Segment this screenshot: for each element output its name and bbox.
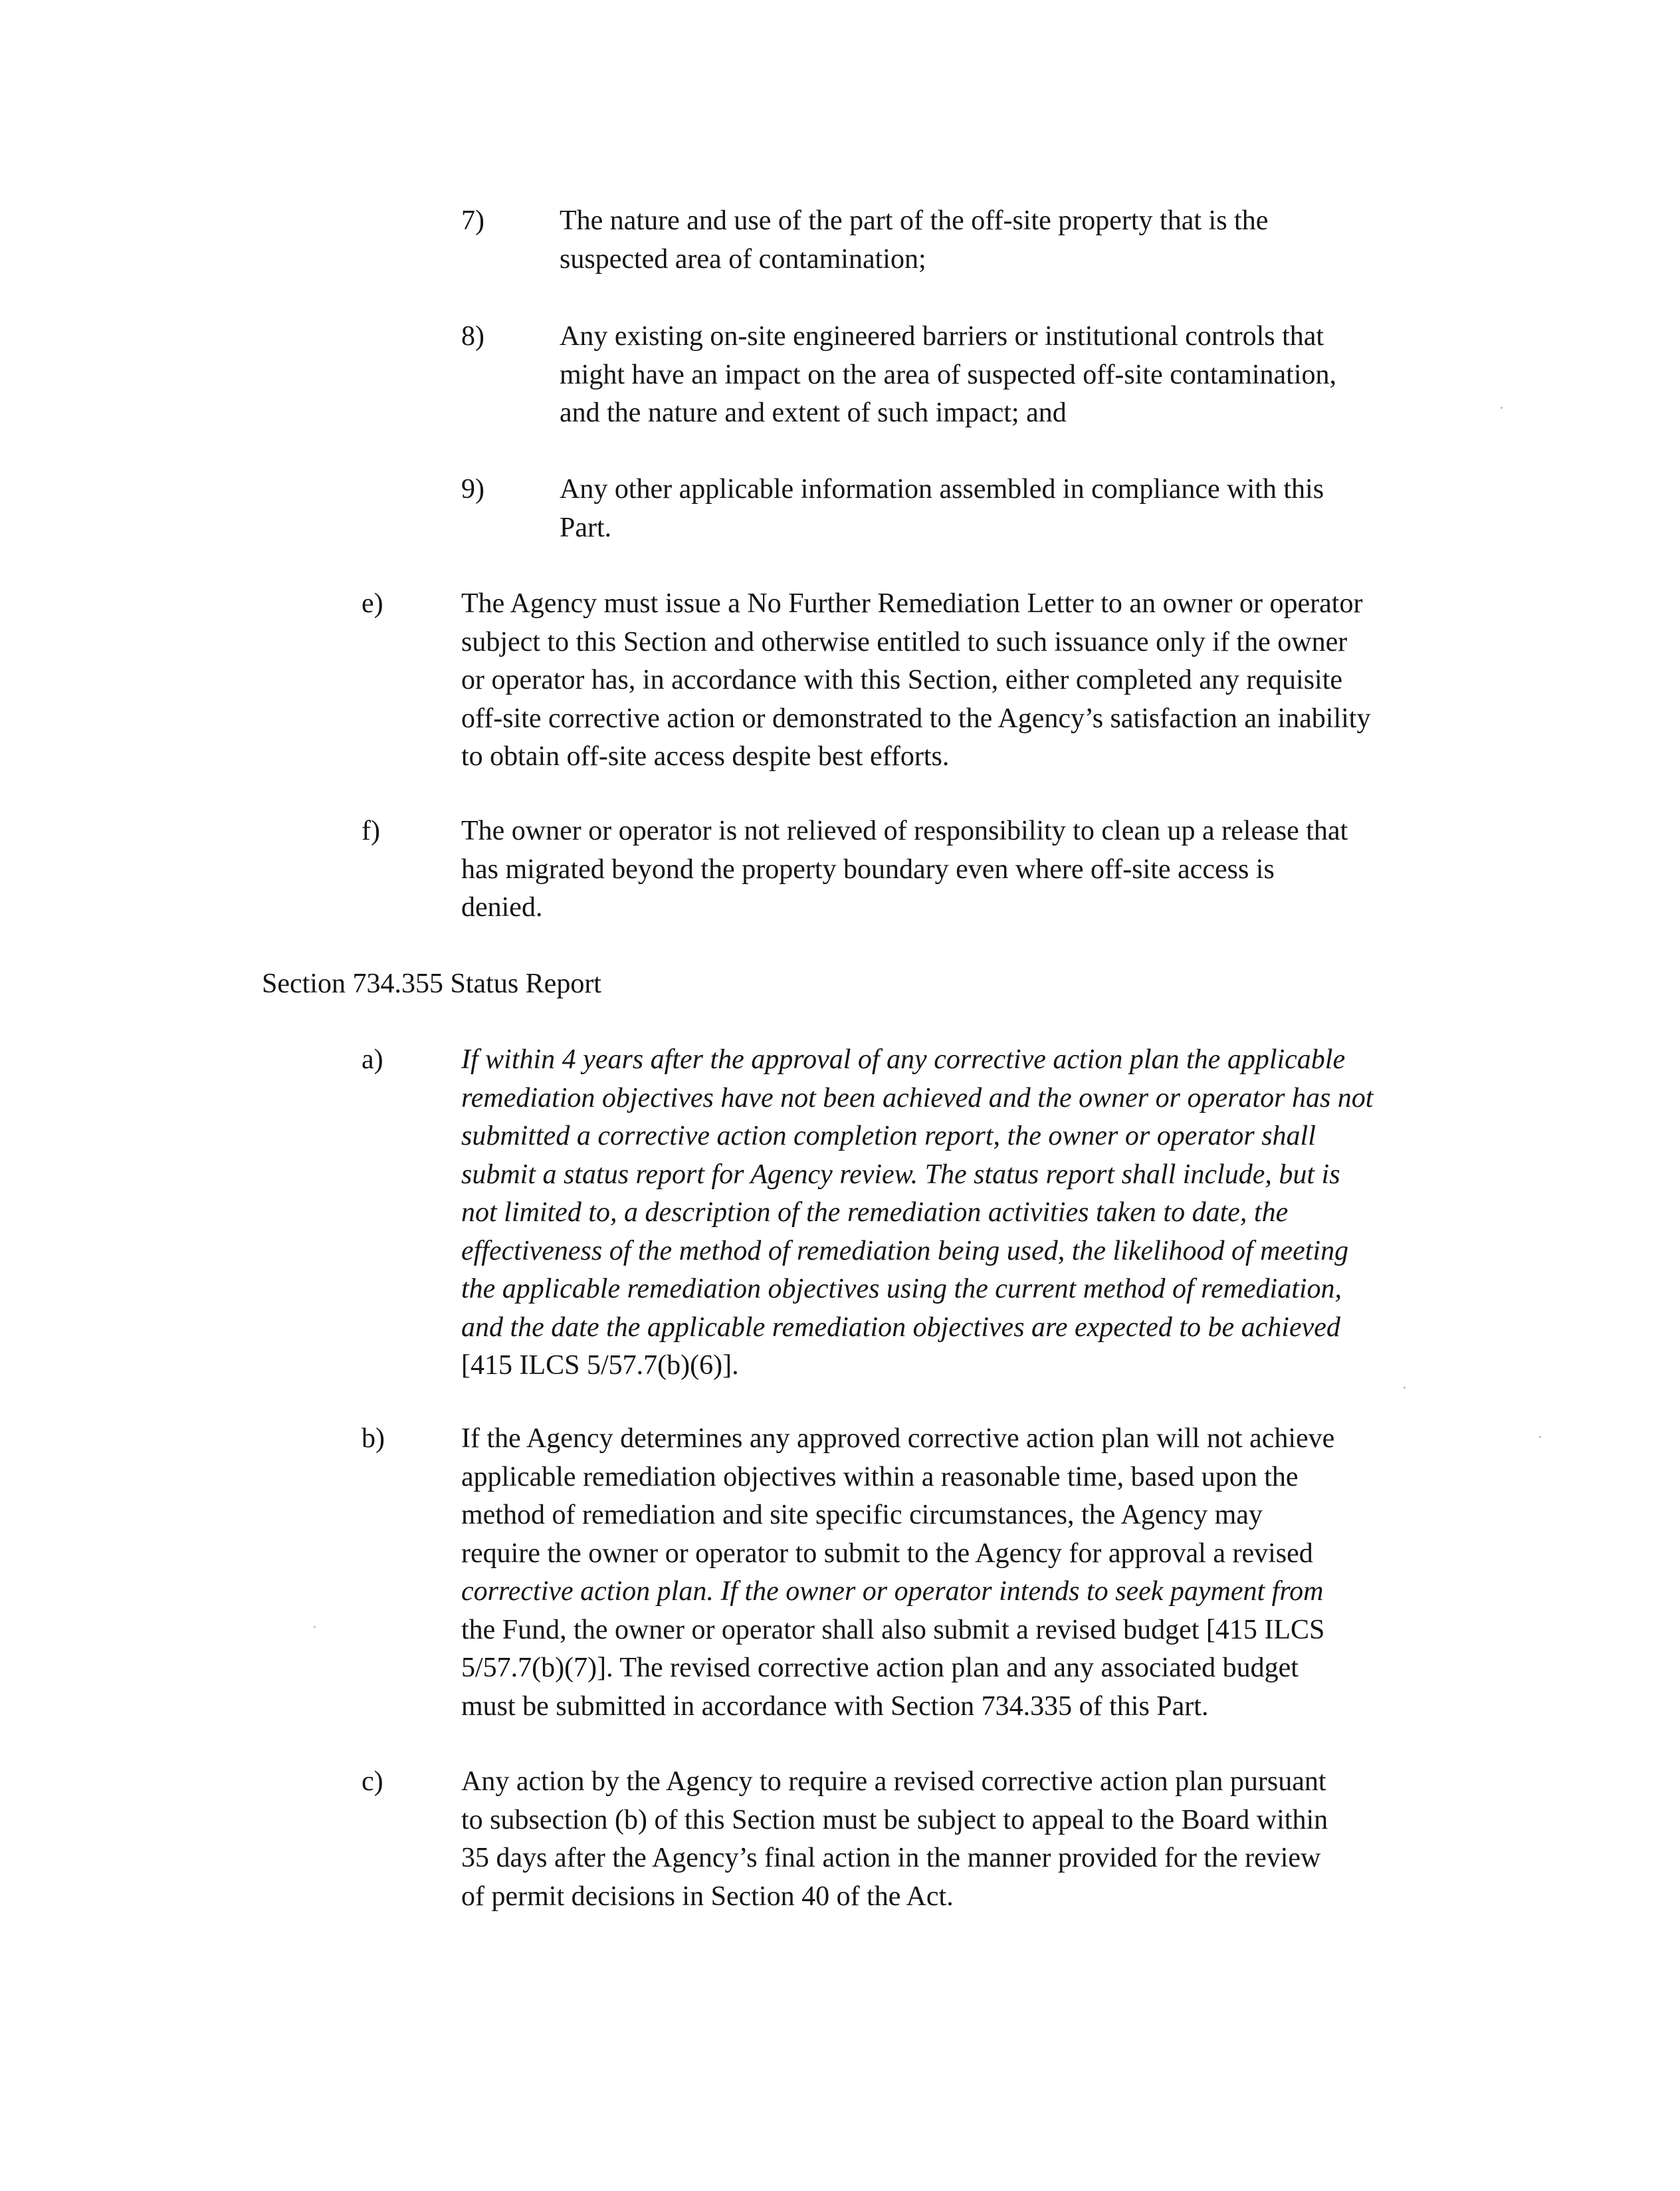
text-line: not limited to, a description of the remediation activities taken to date, the [461,1197,1289,1228]
text-line: and the date the applicable remediation objectives are expected to be achieved [461,1312,1340,1343]
text-line: suspected area of contamination; [560,243,926,275]
text-line: denied. [461,892,543,923]
item-text [560,471,1324,547]
item-text [461,585,1370,776]
text-line: If the Agency determines any approved corrective action plan will not achieve [461,1423,1335,1454]
item-label: f) [362,816,380,846]
item-label: c) [362,1766,383,1797]
text-line: Any other applicable information assembled in compliance with this [560,474,1324,505]
text-line: applicable remediation objectives within a reasonable time, based upon the [461,1461,1299,1492]
text-line: remediation objectives have not been achieved and the owner or operator has not [461,1082,1374,1113]
section-heading: Section 734.355 Status Report [262,969,601,999]
item-text [461,1041,1373,1385]
item-label: 7) [461,205,484,236]
text-line: to obtain off-site access despite best efforts. [461,741,950,772]
item-text [560,318,1336,433]
item-label: a) [362,1044,383,1075]
text-line: effectiveness of the method of remediation being used, the likelihood of meeting [461,1235,1349,1266]
text-line: 35 days after the Agency’s final action in the manner provided for the review [461,1843,1321,1873]
text-line: [415 ILCS 5/57.7(b)(6)]. [461,1350,739,1381]
item-label: b) [362,1423,385,1454]
item-text [560,202,1268,279]
text-line: Any action by the Agency to require a revised corrective action plan pursuant [461,1766,1326,1797]
text-line: method of remediation and site specific circumstances, the Agency may [461,1500,1263,1530]
text-line: subject to this Section and otherwise entitled to such issuance only if the owner [461,626,1348,657]
item-text [461,1420,1334,1726]
item-label: 8) [461,321,484,352]
text-line: and the nature and extent of such impact; and [560,398,1067,428]
scan-speck [314,1626,316,1628]
scan-speck [1501,407,1503,409]
text-line: has migrated beyond the property boundary even where off-site access is [461,854,1275,885]
text-line: submitted a corrective action completion report, the owner or operator shall [461,1121,1316,1151]
text-line: Part. [560,512,612,543]
item-text [461,1763,1328,1916]
text-line: or operator has, in accordance with this Section, either completed any requisite [461,665,1343,695]
text-line: to subsection (b) of this Section must be subject to appeal to the Board within [461,1804,1328,1835]
item-label: 9) [461,474,484,505]
text-line: The owner or operator is not relieved of responsibility to clean up a release that [461,816,1348,846]
text-line: corrective action plan. If the owner or operator intends to seek payment from [461,1576,1324,1607]
text-line: The Agency must issue a No Further Remediation Letter to an owner or operator [461,588,1363,619]
scan-speck [1404,1387,1406,1389]
item-text [461,812,1348,927]
text-line: must be submitted in accordance with Section 734.335 of this Part. [461,1690,1209,1722]
text-line: Any existing on-site engineered barriers or institutional controls that [560,321,1324,352]
text-line: require the owner or operator to submit to the Agency for approval a revised [461,1538,1313,1569]
text-line: If within 4 years after the approval of any corrective action plan the applicable [461,1044,1346,1075]
text-line: The nature and use of the part of the off-site property that is the [560,205,1269,236]
scan-speck [1539,1436,1541,1438]
text-line: the Fund, the owner or operator shall also submit a revised budget [415 ILCS [461,1614,1325,1645]
text-line: of permit decisions in Section 40 of the Act. [461,1881,954,1912]
item-label: e) [362,588,383,619]
text-line: off-site corrective action or demonstrated to the Agency’s satisfaction an inability [461,703,1371,734]
text-line: 5/57.7(b)(7)]. The revised corrective action plan and any associated budget [461,1653,1299,1683]
text-line: might have an impact on the area of suspected off-site contamination, [560,359,1337,390]
text-line: the applicable remediation objectives using the current method of remediation, [461,1274,1342,1304]
text-line: submit a status report for Agency review. The status report shall include, but is [461,1159,1340,1190]
